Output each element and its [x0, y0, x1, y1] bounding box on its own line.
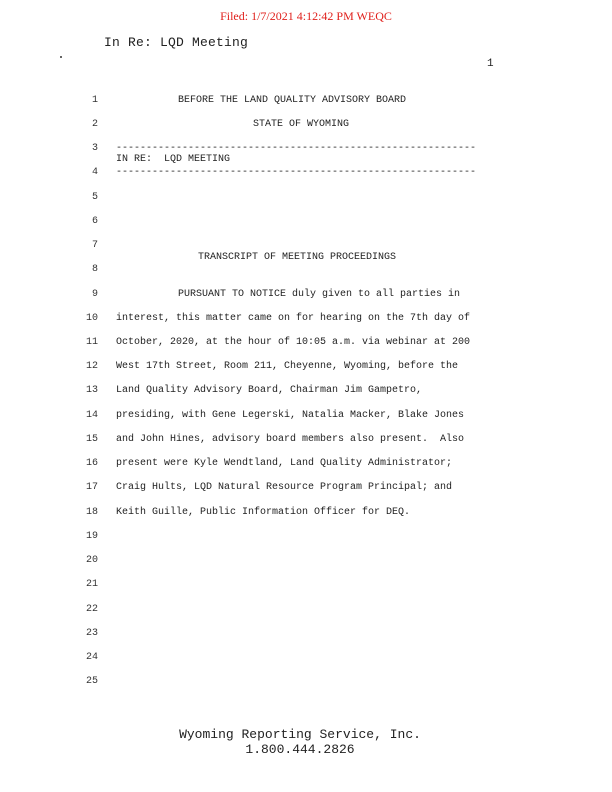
- line-number: 12: [85, 361, 98, 372]
- line-number: 25: [85, 676, 98, 687]
- body-line: West 17th Street, Room 211, Cheyenne, Wyoming, before the: [116, 361, 459, 372]
- speck-mark: [60, 56, 62, 58]
- line-number: 9: [91, 289, 98, 300]
- board-heading: BEFORE THE LAND QUALITY ADVISORY BOARD: [178, 95, 407, 106]
- body-line: October, 2020, at the hour of 10:05 a.m. via webinar at 200: [116, 337, 471, 348]
- caption-rule-bottom: ------------------------------------------------------------: [116, 167, 477, 178]
- page-header-title: In Re: LQD Meeting: [104, 35, 249, 50]
- footer-phone: 1.800.444.2826: [245, 742, 355, 757]
- line-number: 4: [91, 167, 98, 178]
- filed-stamp: Filed: 1/7/2021 4:12:42 PM WEQC: [220, 9, 392, 23]
- line-number: 16: [85, 458, 98, 469]
- state-heading: STATE OF WYOMING: [253, 119, 350, 130]
- body-line: present were Kyle Wendtland, Land Quality Administrator;: [116, 458, 453, 469]
- line-number: 10: [85, 313, 98, 324]
- line-number: 17: [85, 482, 98, 493]
- line-number: 6: [91, 216, 98, 227]
- line-number: 7: [91, 240, 98, 251]
- body-line: presiding, with Gene Legerski, Natalia Macker, Blake Jones: [116, 410, 465, 421]
- line-number: 8: [91, 264, 98, 275]
- transcript-title: TRANSCRIPT OF MEETING PROCEEDINGS: [198, 252, 397, 263]
- line-number: 2: [91, 119, 98, 130]
- line-number: 3: [91, 143, 98, 154]
- line-number: 5: [91, 192, 98, 203]
- line-number: 14: [85, 410, 98, 421]
- line-number: 11: [85, 337, 98, 348]
- footer-company: Wyoming Reporting Service, Inc.: [179, 727, 421, 742]
- line-number: 15: [85, 434, 98, 445]
- body-line: Keith Guille, Public Information Officer for DEQ.: [116, 507, 411, 518]
- caption-rule-top: ------------------------------------------------------------: [116, 143, 477, 154]
- line-number: 23: [85, 628, 98, 639]
- line-number: 1: [91, 95, 98, 106]
- line-number: 22: [85, 604, 98, 615]
- body-line: interest, this matter came on for hearing on the 7th day of: [116, 313, 471, 324]
- body-line: PURSUANT TO NOTICE duly given to all parties in: [178, 289, 461, 300]
- line-number: 18: [85, 507, 98, 518]
- line-number: 24: [85, 652, 98, 663]
- line-number: 13: [85, 385, 98, 396]
- body-line: Land Quality Advisory Board, Chairman Jim Gampetro,: [116, 385, 423, 396]
- body-line: and John Hines, advisory board members also present. Also: [116, 434, 465, 445]
- body-line: Craig Hults, LQD Natural Resource Program Principal; and: [116, 482, 453, 493]
- line-number: 21: [85, 579, 98, 590]
- line-number: 19: [85, 531, 98, 542]
- page-number: 1: [487, 58, 494, 70]
- caption-in-re: IN RE: LQD MEETING: [116, 154, 231, 165]
- line-number: 20: [85, 555, 98, 566]
- footer: [0, 727, 600, 757]
